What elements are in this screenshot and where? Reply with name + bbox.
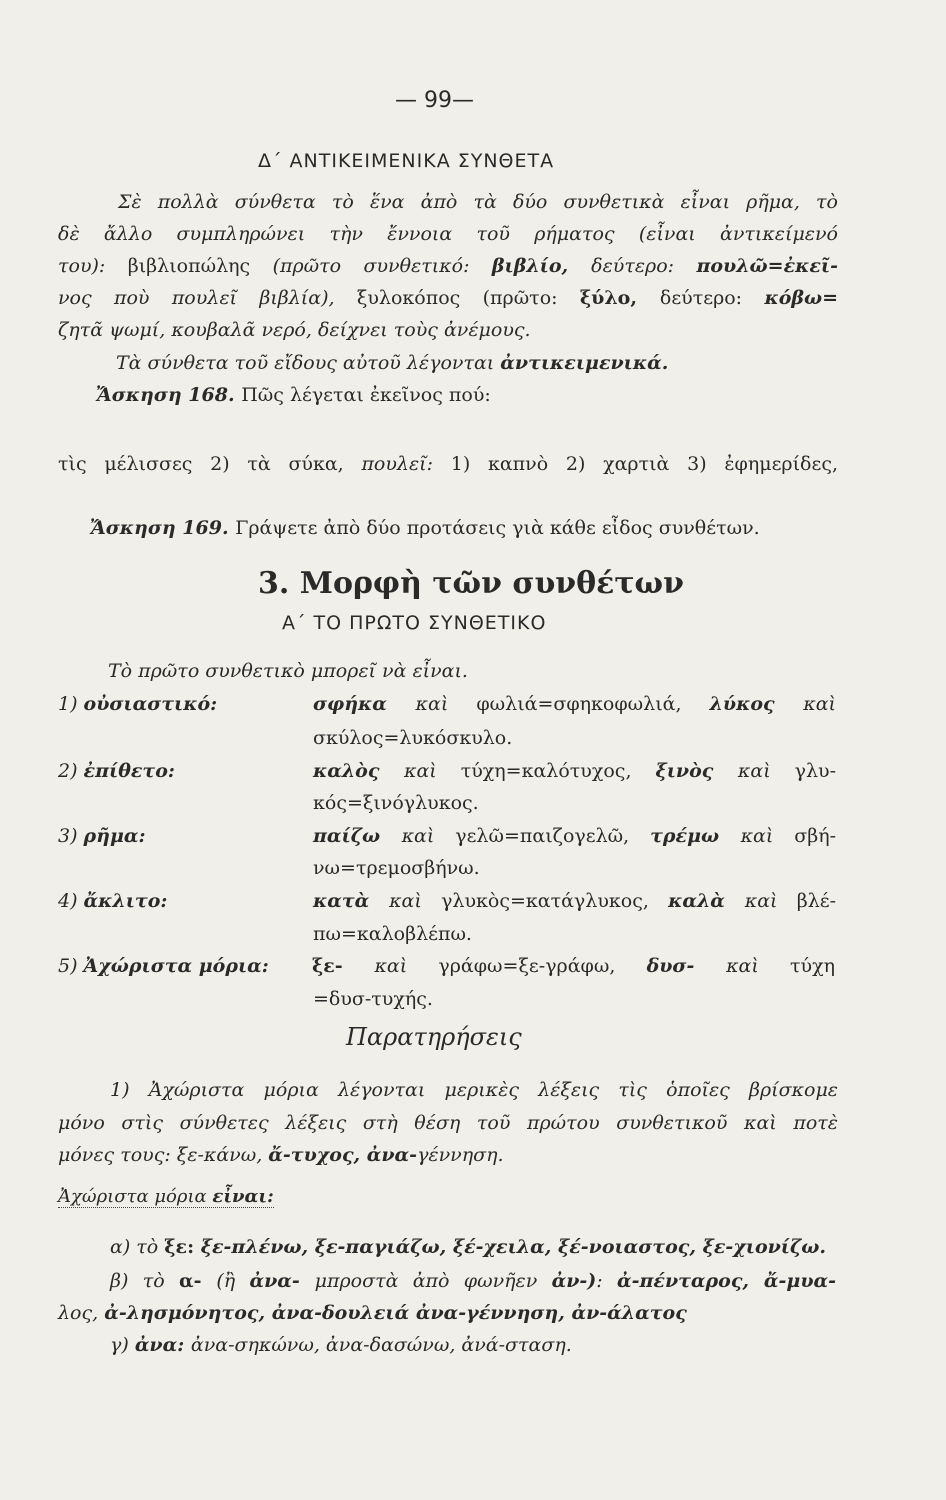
item-definition: κός=ξινόγλυκος. [313,792,479,814]
item-definition: καλὸς καὶ τύχη=καλότυχος, ξινὸς καὶ γλυ- [313,760,837,782]
section-heading-d: Δ΄ ΑΝΤΙΚΕΙΜΕΝΙΚΑ ΣΥΝΘΕΤΑ [258,150,555,172]
paragraph-line: Σὲ πολλὰ σύνθετα τὸ ἕνα ἀπὸ τὰ δύο συνθετικὰ εἶναι ρῆμα, τὸ [118,191,838,213]
item-label: 5) Ἀχώριστα μόρια: [58,955,269,977]
page-number: — 99— [395,88,474,113]
paragraph-line: Τὰ σύνθετα τοῦ εἴδους αὐτοῦ λέγονται ἀντικειμενικά. [116,352,669,374]
item-definition: νω=τρεμοσβήνω. [313,857,480,879]
item-label: 4) ἄκλιτο: [58,890,168,912]
exercise-169: Ἄσκηση 169. Γράψετε ἀπὸ δύο προτάσεις γιὰ κάθε εἶδος συνθέτων. [90,517,760,539]
particle-line: λος, ἀ-λησμόνητος, ἀνα-δουλειά ἀνα-γέννηση, ἀν-άλατος [58,1302,687,1324]
exercise-168: Ἄσκηση 168. Πῶς λέγεται ἐκεῖνος πού: [96,384,491,406]
particles-subheading: Ἀχώριστα μόρια εἶναι: [58,1186,274,1207]
remarks-line: μόνες τους: ξε-κάνω, ἄ-τυχος, ἀνα-γέννηση. [58,1144,504,1166]
particle-line: α) τὸ ξε: ξε-πλένω, ξε-παγιάζω, ξέ-χειλα, ξέ-νοιαστος, ξε-χιονίζω. [110,1236,826,1258]
paragraph-line: ζητᾶ ψωμί, κουβαλᾶ νερό, δείχνει τοὺς ἀνέμους. [58,319,531,341]
remarks-line: 1) Ἀχώριστα μόρια λέγονται μερικὲς λέξεις τὶς ὁποῖες βρίσκομε [110,1079,838,1101]
section-heading-a: Α΄ ΤΟ ΠΡΩΤΟ ΣΥΝΘΕΤΙΚΟ [282,612,547,634]
item-label: 1) οὐσιαστικό: [58,693,218,715]
item-definition: παίζω καὶ γελῶ=παιζογελῶ, τρέμω καὶ σβή- [313,825,836,847]
chapter-title: 3. Μορφὴ τῶν συνθέτων [258,566,684,601]
paragraph-line: νος ποὺ πουλεῖ βιβλία), ξυλοκόπος (πρῶτο: ξύλο, δεύτερο: κόβω= [58,287,838,309]
item-label: 2) ἐπίθετο: [58,760,175,782]
remarks-heading: Παρατηρήσεις [346,1023,522,1051]
item-definition: ξε- καὶ γράφω=ξε-γράφω, δυσ- καὶ τύχη [312,955,835,977]
particle-line: β) τὸ α- (ἢ ἀνα- μπροστὰ ἀπὸ φωνῆεν ἀν-): ἀ-πένταρος, ἄ-μυα- [110,1270,837,1292]
intro-line: Τὸ πρῶτο συνθετικὸ μπορεῖ νὰ εἶναι. [108,660,468,682]
item-definition: πω=καλοβλέπω. [313,923,472,945]
item-definition: σκύλος=λυκόσκυλο. [313,727,513,749]
item-definition: σφήκα καὶ φωλιά=σφηκοφωλιά, λύκος καὶ [313,693,836,715]
item-definition: κατὰ καὶ γλυκὸς=κατάγλυκος, καλὰ καὶ βλέ- [313,890,837,912]
paragraph-line: δὲ ἄλλο συμπληρώνει τὴν ἔννοια τοῦ ρήματος (εἶναι ἀντικείμενό [58,223,838,245]
item-label: 3) ρῆμα: [58,825,146,847]
particle-line: γ) ἀνα: ἀνα-σηκώνω, ἀνα-δασώνω, ἀνά-σταση. [110,1334,572,1356]
paragraph-line: του): βιβλιοπώλης (πρῶτο συνθετικό: βιβλίο, δεύτερο: πουλῶ=ἐκεῖ- [58,255,838,277]
item-definition: =δυσ-τυχής. [313,988,433,1010]
remarks-line: μόνο στὶς σύνθετες λέξεις στὴ θέση τοῦ πρώτου συνθετικοῦ καὶ ποτὲ [58,1112,838,1134]
paragraph-line: τὶς μέλισσες 2) τὰ σύκα, πουλεῖ: 1) καπνὸ 2) χαρτιὰ 3) ἐφημερίδες, [58,453,838,475]
